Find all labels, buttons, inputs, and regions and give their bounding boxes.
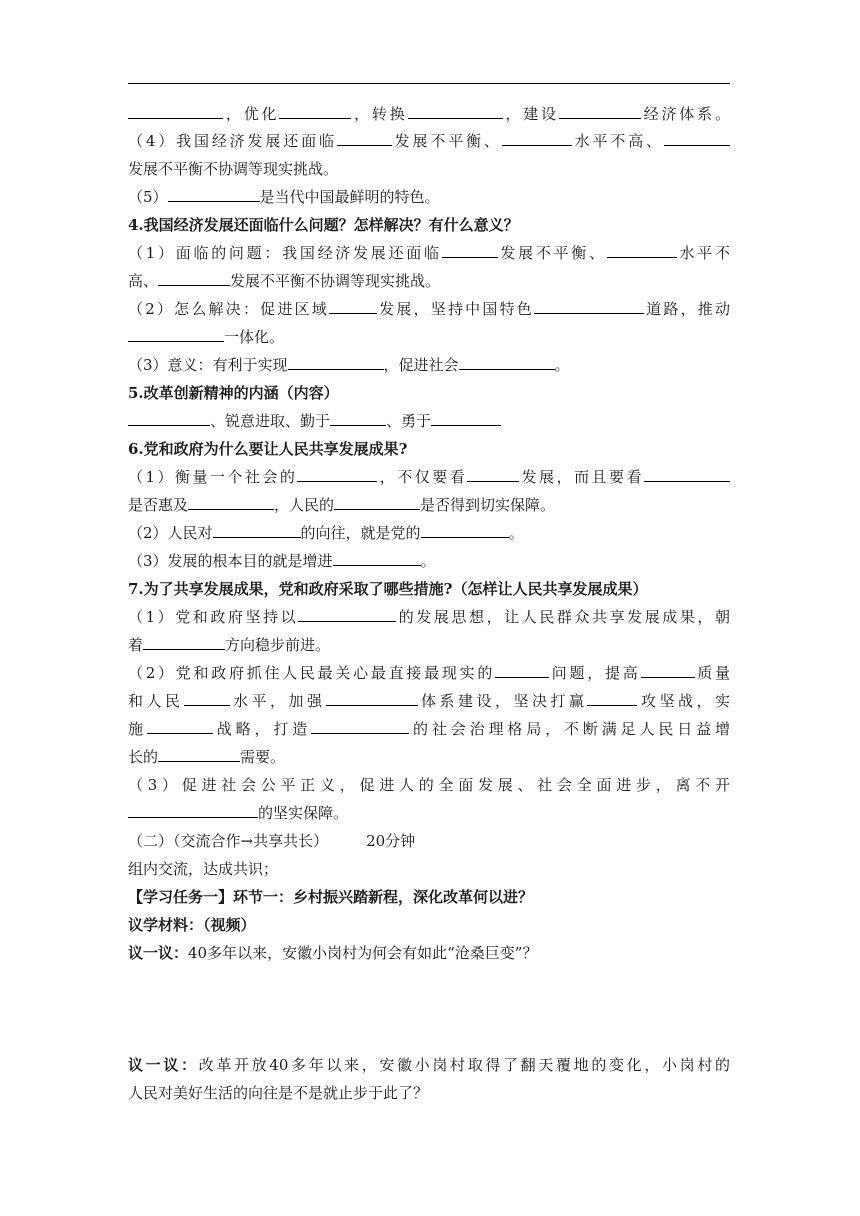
section-heading: 【学习任务一】环节一：乡村振兴踏新程，深化改革何以进？ xyxy=(128,888,534,906)
text-line: 和人民 水平，加强 体系建设，坚决打赢 攻坚战，实 xyxy=(128,692,730,710)
answer-blank[interactable] xyxy=(421,523,509,538)
answer-blank[interactable] xyxy=(431,411,501,426)
text-line: 人民对美好生活的向往是不是就止步于此了？ xyxy=(128,1084,429,1102)
text-line: 议一议：改革开放40多年以来，安徽小岗村取得了翻天覆地的变化，小岗村的 xyxy=(128,1056,730,1074)
text-line: 发展不平衡不协调等现实挑战。 xyxy=(128,160,339,178)
answer-blank[interactable] xyxy=(128,803,258,818)
answer-blank[interactable] xyxy=(467,467,519,482)
answer-blank[interactable] xyxy=(168,187,260,202)
text-line: （2）人民对 的向往，就是党的 。 xyxy=(128,524,524,542)
answer-blank[interactable] xyxy=(158,747,240,762)
section-heading: 6.党和政府为什么要让人民共享发展成果? xyxy=(128,440,408,458)
section-heading: 议学材料：（视频） xyxy=(128,916,256,934)
text-line: （1）面临的问题：我国经济发展还面临 发展不平衡、 水平不 xyxy=(128,244,730,262)
answer-blank[interactable] xyxy=(334,495,420,510)
text-line: ，优化 ，转换 ，建设 经济体系。 xyxy=(128,104,730,124)
answer-blank[interactable] xyxy=(442,243,498,258)
text-line: 着 方向稳步前进。 xyxy=(128,636,331,654)
text-line: 高、 发展不平衡不协调等现实挑战。 xyxy=(128,272,441,290)
text-line: 组内交流，达成共识； xyxy=(128,860,279,878)
text-line: （3）促进社会公平正义，促进人的全面发展、社会全面进步，离不开 xyxy=(128,776,730,794)
text-line: （1）党和政府坚持以 的发展思想，让人民群众共享发展成果，朝 xyxy=(128,608,730,626)
answer-blank[interactable] xyxy=(534,299,644,314)
answer-blank[interactable] xyxy=(330,411,386,426)
answer-blank[interactable] xyxy=(408,104,503,119)
answer-blank[interactable] xyxy=(459,355,555,370)
text-line: （4）我国经济发展还面临 发展不平衡、 水平不高、 xyxy=(128,131,730,151)
answer-blank[interactable] xyxy=(495,663,549,678)
answer-blank[interactable] xyxy=(143,635,225,650)
answer-blank[interactable] xyxy=(337,131,392,146)
answer-blank[interactable] xyxy=(128,327,224,342)
text-line: 施 战略，打造 的社会治理格局，不断满足人民日益增 xyxy=(128,720,730,738)
text-line: （3）发展的根本目的就是增进 。 xyxy=(128,552,436,570)
text-line: 议一议：40多年以来，安徽小岗村为何会有如此“沧桑巨变”？ xyxy=(128,944,538,962)
answer-blank[interactable] xyxy=(664,131,730,146)
section-heading: 4.我国经济发展还面临什么问题？怎样解决？有什么意义？ xyxy=(128,216,519,234)
answer-blank[interactable] xyxy=(502,131,572,146)
text-line: 、锐意进取、勤于 、勇于 xyxy=(128,411,730,431)
text-line: （2）党和政府抓住人民最关心最直接最现实的 问题，提高 质量 xyxy=(128,664,730,682)
answer-blank[interactable] xyxy=(188,495,274,510)
text-line: （2）怎么解决：促进区域 发展，坚持中国特色 道路，推动 xyxy=(128,300,730,318)
answer-blank[interactable] xyxy=(644,467,730,482)
answer-blank[interactable] xyxy=(326,691,418,706)
header-rule xyxy=(128,83,730,84)
text-line: （1）衡量一个社会的 ，不仅要看 发展，而且要看 xyxy=(128,467,730,487)
section-heading: 7.为了共享发展成果，党和政府采取了哪些措施?（怎样让人民共享发展成果） xyxy=(128,580,648,598)
text-line: 长的 需要。 xyxy=(128,748,286,766)
text-line: 的坚实保障。 xyxy=(128,803,730,823)
answer-blank[interactable] xyxy=(213,523,301,538)
answer-blank[interactable] xyxy=(158,271,230,286)
answer-blank[interactable] xyxy=(147,719,213,734)
answer-blank[interactable] xyxy=(559,104,641,119)
text-line: （3）意义：有利于实现 ，促进社会 。 xyxy=(128,356,570,374)
text-line: 一体化。 xyxy=(128,327,730,347)
answer-blank[interactable] xyxy=(128,411,210,426)
section-heading: 5.改革创新精神的内涵（内容） xyxy=(128,384,339,402)
text-line: 是否惠及 ，人民的 是否得到切实保障。 xyxy=(128,496,556,514)
answer-blank[interactable] xyxy=(128,104,223,119)
answer-blank[interactable] xyxy=(607,243,677,258)
answer-blank[interactable] xyxy=(311,719,409,734)
answer-blank[interactable] xyxy=(184,691,230,706)
answer-blank[interactable] xyxy=(641,663,695,678)
answer-blank[interactable] xyxy=(333,551,421,566)
text-line: （5） 是当代中国最鲜明的特色。 xyxy=(128,188,440,206)
answer-blank[interactable] xyxy=(298,607,396,622)
answer-blank[interactable] xyxy=(288,355,384,370)
answer-blank[interactable] xyxy=(279,104,351,119)
answer-blank[interactable] xyxy=(329,299,377,314)
text-line: （二）（交流合作→共享共长） 20分钟 xyxy=(128,832,416,850)
answer-blank[interactable] xyxy=(297,467,377,482)
answer-blank[interactable] xyxy=(587,691,637,706)
